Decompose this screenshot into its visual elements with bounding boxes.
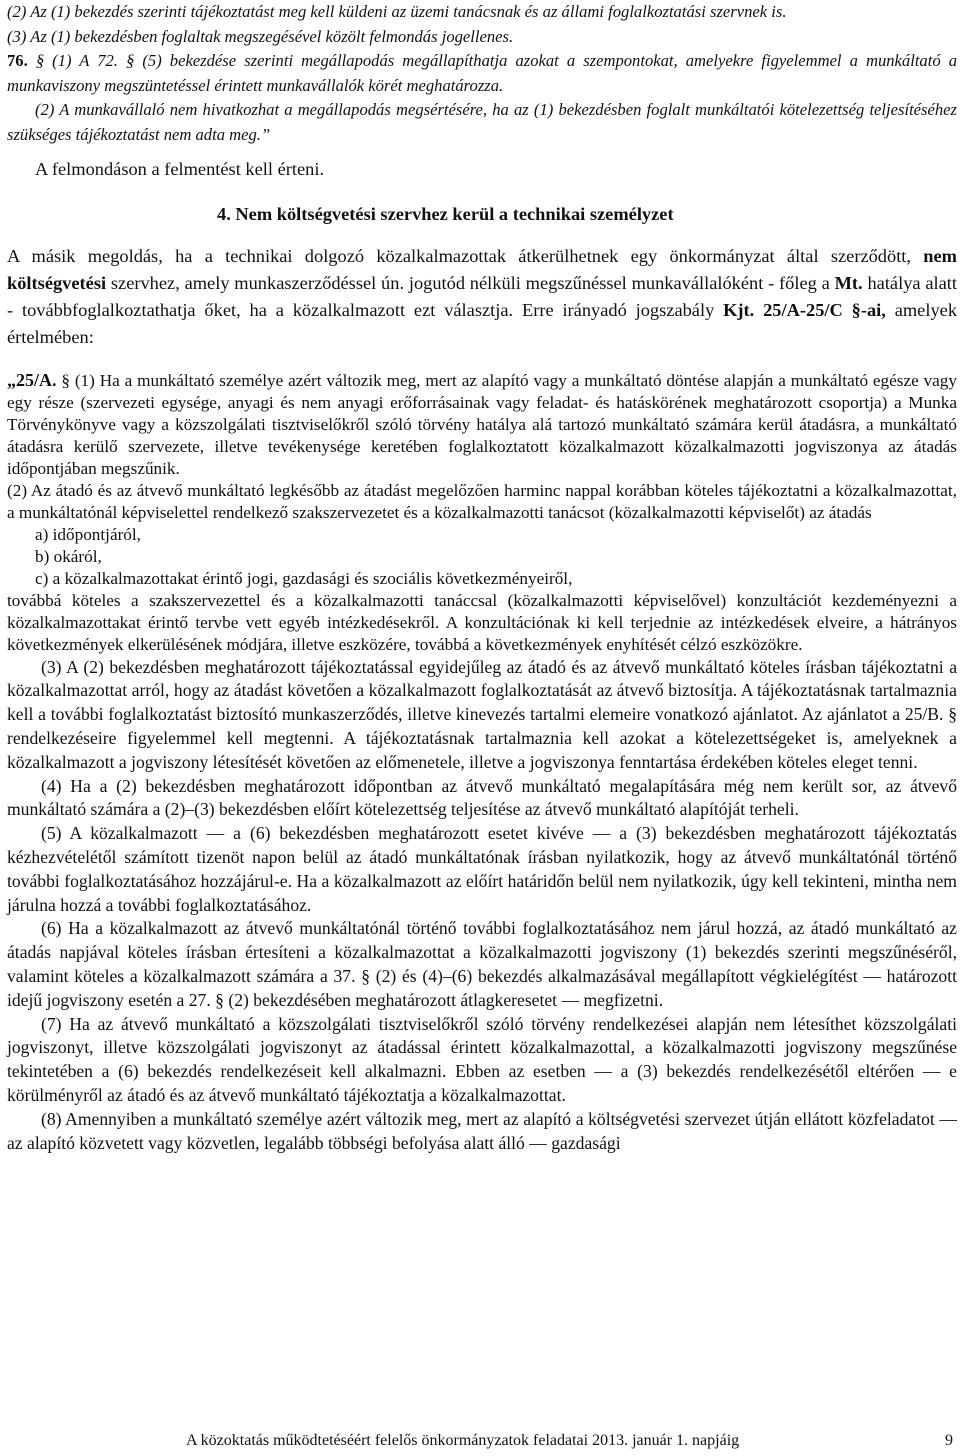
paragraph: A felmondáson a felmentést kell érteni. [35,158,325,179]
bold-run: nem költségvetési [7,245,957,293]
paragraph: (6) Ha a közalkalmazott az átvevő munkáltatónál történő további foglalkoztatásához nem járul hozzá, az átadó munkáltató az átadás napjával köteles írásban értesíteni a közalkalmazottat a közalkalmazotti jogviszony (1) bekezdés szerinti megszűnéséről, valamint köteles a közalkalmazott számára a 37. § (2) és (4)–(6) bekezdés alkalmazásával megállapított végkielégítést — határozott idejű jogviszony esetén a 27. § (2) bekezdésében meghatározott átlagkeresetet — megfizetni. [7,918,957,1010]
paragraph-text: § (1) Ha a munkáltató személye azért változik meg, mert az alapító vagy a munkáltató döntése alapján a munkáltató egésze vagy egy része (szervezeti egysége, anyagi és nem anyagi erőforrásainak vagy feladat- és hatáskörének meghatározott csoportja) a Munka Törvénykönyve vagy a közszolgálati tisztviselőkről szóló törvény hatálya alá tartozó munkáltató számára kerül átadásra, a munkáltató átadásra kerülő szervezete, illetve tevékenysége keretében foglalkoztatott közalkalmazott közalkalmazotti jogviszonya az átadás időpontjában megszűnik. [7,370,957,478]
list-item: c) a közalkalmazottakat érintő jogi, gazdasági és szociális következményeiről, [35,568,573,588]
paragraph: (2) A munkavállaló nem hivatkozhat a megállapodás megsértésére, ha az (1) bekezdésben foglalt munkáltatói kötelezettség teljesítéséhez szükséges tájékoztatást nem adta meg.” [7,100,957,144]
list-item: a) időpontjáról, [35,524,141,544]
paragraph: (3) Az (1) bekezdésben foglaltak megszegésével közölt felmondás jogellenes. [7,26,514,46]
bold-run: Kjt. 25/A-25/C §-ai, [723,299,886,320]
paragraph-text: § (1) A 72. § (5) bekezdése szerinti megállapodás megállapíthatja azokat a szempontokat, amelyekre figyelemmel a munkáltató a munkaviszony megszüntetéssel érintett munkavállalók körét meghatározza. [7,51,957,95]
paragraph [7,369,957,480]
text-run: hatálya alatt - továbbfoglalkoztathatja őket, ha a közalkalmazott ezt választja. Erre irányadó jogszabály [7,272,957,320]
paragraph: továbbá köteles a szakszervezettel és a közalkalmazotti tanáccsal (közalkalmazotti képviselővel) konzultációt kezdeményezni a közalkalmazottakat érintő tervbe vett egyéb intézkedésekről. A konzultációnak ki kell terjednie az intézkedések elveire, a hátrányos következmények elkerülésének módjára, illetve eszközére, továbbá a következmények enyhítését célzó eszközökre. [7,590,957,654]
section-number: 76. [7,51,28,71]
page-number: 9 [945,1432,953,1449]
section-number: „25/A. [7,369,57,390]
paragraph: (7) Ha az átvevő munkáltató a közszolgálati tisztviselőkről szóló törvény rendelkezései alapján nem létesíthet közszolgálati jogviszonyt, illetve közszolgálati jogviszonyt az átadással érintett közalkalmazottal, a közalkalmazotti jogviszony megszűnése tekintetében a (6) bekezdés rendelkezéseit kell alkalmazni. Ebben az esetben — a (3) bekezdés rendelkezésétől eltérően — e körülményről az átadó és az átvevő munkáltató tájékoztatja a közalkalmazottat. [7,1013,957,1105]
paragraph [7,243,957,351]
paragraph: (5) A közalkalmazott — a (6) bekezdésben meghatározott esetet kivéve — a (3) bekezdésben meghatározott tájékoztatás kézhezvételétől számított tizenöt napon belül az átadó munkáltatónak írásban nyilatkozik, hogy az átvevő munkáltatónál történő további foglalkoztatásához hozzájárul-e. Ha a közalkalmazott az előírt határidőn belül nem nyilatkozik, úgy kell tekinteni, mintha nem járulna hozzá a további foglalkoztatásához. [7,823,957,915]
paragraph: (4) Ha a (2) bekezdésben meghatározott időpontban az átvevő munkáltató megalapítására még nem került sor, az átvevő munkáltató számára a (2)–(3) bekezdésben előírt kötelezettség teljesítése az átvevő munkáltató alapítóját terheli. [7,775,957,820]
list-item: b) okáról, [35,546,102,566]
paragraph: (2) Az átadó és az átvevő munkáltató legkésőbb az átadást megelőzően harminc nappal korábban köteles tájékoztatni a közalkalmazottat, a munkáltatónál képviselettel rendelkező szakszervezetet és a közalkalmazotti tanácsot (közalkalmazotti képviselőt) az átadás [7,480,957,522]
text-run: amelyek értelmében: [7,299,958,347]
text-run: szervhez, amely munkaszerződéssel ún. jogutód nélküli megszűnéssel munkavállalóként - főleg a [106,272,835,293]
paragraph: (2) Az (1) bekezdés szerinti tájékoztatást meg kell küldeni az üzemi tanácsnak és az állami foglalkoztatási szervnek is. [7,2,787,21]
page-footer: A közoktatás működtetéséért felelős önkormányzatok feladatai 2013. január 1. napjáig [186,1432,740,1449]
paragraph: (8) Amennyiben a munkáltató személye azért változik meg, mert az alapító a költségvetési szervezet útján ellátott közfeladatot — az alapító közvetett vagy közvetlen, legalább többségi befolyása alatt álló — gazdasági [7,1108,957,1153]
bold-run: Mt. [834,272,863,293]
section-heading: 4. Nem költségvetési szervhez kerül a technikai személyzet [217,203,674,224]
paragraph: (3) A (2) bekezdésben meghatározott tájékoztatással egyidejűleg az átadó és az átvevő munkáltató köteles írásban tájékoztatni a közalkalmazottat arról, hogy az átadást követően a közalkalmazott foglalkoztatását az átvevő biztosítja. A tájékoztatásnak tartalmaznia kell a további foglalkoztatást biztosító munkaszerződés, illetve kinevezés tartalmi elemeire vonatkozó ajánlatot. Az ajánlatot a 25/B. § rendelkezéseire figyelemmel kell megtenni. A tájékoztatásnak tartalmaznia kell azokat a kötelezettségeket is, amelyeknek a közalkalmazott a jogviszony létesítését követően az előmenetele, illetve a jogviszonya fenntartása érdekében köteles eleget tenni. [7,656,957,772]
paragraph [7,49,957,98]
document-page [7,0,957,1155]
text-run: A másik megoldás, ha a technikai dolgozó közalkalmazottak átkerülhetnek egy önkormányzat által szerződött, [7,245,924,266]
